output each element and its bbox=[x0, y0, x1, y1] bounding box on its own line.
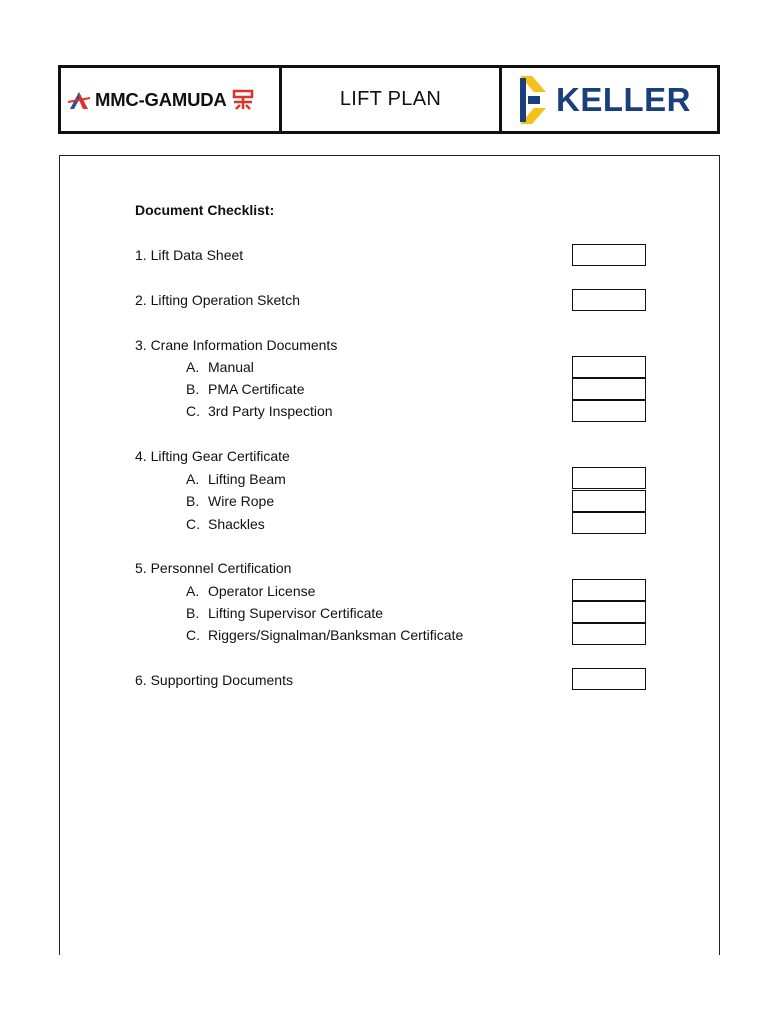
checklist-subitem-riggers-signalman-banksman-certificate bbox=[186, 627, 463, 643]
gamuda-emblem-icon bbox=[232, 89, 254, 111]
checklist-subitem-wire-rope bbox=[186, 493, 274, 509]
checklist-subitem-3rd-party-inspection bbox=[186, 403, 333, 419]
mmc-gamuda-logo-text: MMC-GAMUDA bbox=[95, 88, 227, 110]
checklist-subitem-lifting-supervisor-certificate bbox=[186, 605, 383, 621]
checklist-subitem-shackles bbox=[186, 516, 265, 532]
checklist-item-lift-data-sheet: 1. Lift Data Sheet bbox=[135, 247, 244, 263]
checklist-item-lifting-gear-certificate: 4. Lifting Gear Certificate bbox=[135, 448, 290, 464]
subitem-label: 3rd Party Inspection bbox=[208, 403, 333, 419]
checkbox-lift-data-sheet[interactable] bbox=[572, 244, 646, 266]
document-title: LIFT PLAN bbox=[339, 88, 442, 110]
keller-logo-text: KELLER bbox=[556, 80, 691, 118]
checkbox-lifting-beam[interactable] bbox=[572, 467, 646, 489]
subitem-label: PMA Certificate bbox=[208, 381, 305, 397]
keller-logo-mark-icon bbox=[518, 74, 548, 126]
subitem-label: Operator License bbox=[208, 583, 316, 599]
subitem-letter: B. bbox=[186, 381, 200, 397]
checklist-item-personnel-certification: 5. Personnel Certification bbox=[135, 560, 292, 576]
checkbox-3rd-party-inspection[interactable] bbox=[572, 400, 646, 422]
subitem-label: Wire Rope bbox=[208, 493, 275, 509]
subitem-letter: C. bbox=[186, 627, 200, 643]
checkbox-operator-license[interactable] bbox=[572, 579, 646, 601]
subitem-label: Shackles bbox=[208, 516, 265, 532]
checklist-item-lifting-operation-sketch: 2. Lifting Operation Sketch bbox=[135, 292, 300, 308]
subitem-letter: A. bbox=[186, 583, 200, 599]
checklist-item-supporting-documents: 6. Supporting Documents bbox=[135, 672, 293, 688]
subitem-letter: A. bbox=[186, 359, 200, 375]
subitem-letter: B. bbox=[186, 605, 200, 621]
checklist-heading: Document Checklist: bbox=[135, 202, 275, 218]
checklist-subitem-pma-certificate bbox=[186, 381, 304, 397]
subitem-label: Lifting Beam bbox=[208, 471, 286, 487]
checkbox-manual[interactable] bbox=[572, 356, 646, 378]
checklist-item-crane-information-documents: 3. Crane Information Documents bbox=[135, 337, 338, 353]
checklist-subitem-manual bbox=[186, 359, 254, 375]
subitem-label: Lifting Supervisor Certificate bbox=[208, 605, 384, 621]
subitem-label: Manual bbox=[208, 359, 254, 375]
subitem-letter: A. bbox=[186, 471, 200, 487]
checkbox-shackles[interactable] bbox=[572, 512, 646, 534]
document-header bbox=[58, 65, 720, 134]
checklist-subitem-lifting-beam bbox=[186, 471, 286, 487]
checklist-subitem-operator-license bbox=[186, 583, 315, 599]
checkbox-pma-certificate[interactable] bbox=[572, 378, 646, 400]
checklist-frame bbox=[59, 155, 720, 955]
keller-logo-cell bbox=[502, 68, 717, 131]
title-cell bbox=[282, 68, 502, 131]
checkbox-riggers-signalman-banksman-certificate[interactable] bbox=[572, 623, 646, 645]
subitem-letter: C. bbox=[186, 516, 200, 532]
checkbox-lifting-operation-sketch[interactable] bbox=[572, 289, 646, 311]
checkbox-wire-rope[interactable] bbox=[572, 490, 646, 512]
subitem-label: Riggers/Signalman/Banksman Certificate bbox=[208, 627, 464, 643]
mmc-gamuda-logo-cell bbox=[61, 68, 282, 131]
checkbox-lifting-supervisor-certificate[interactable] bbox=[572, 601, 646, 623]
mmc-gamuda-logo-mark-icon bbox=[67, 89, 91, 111]
checkbox-supporting-documents[interactable] bbox=[572, 668, 646, 690]
subitem-letter: C. bbox=[186, 403, 200, 419]
subitem-letter: B. bbox=[186, 493, 200, 509]
